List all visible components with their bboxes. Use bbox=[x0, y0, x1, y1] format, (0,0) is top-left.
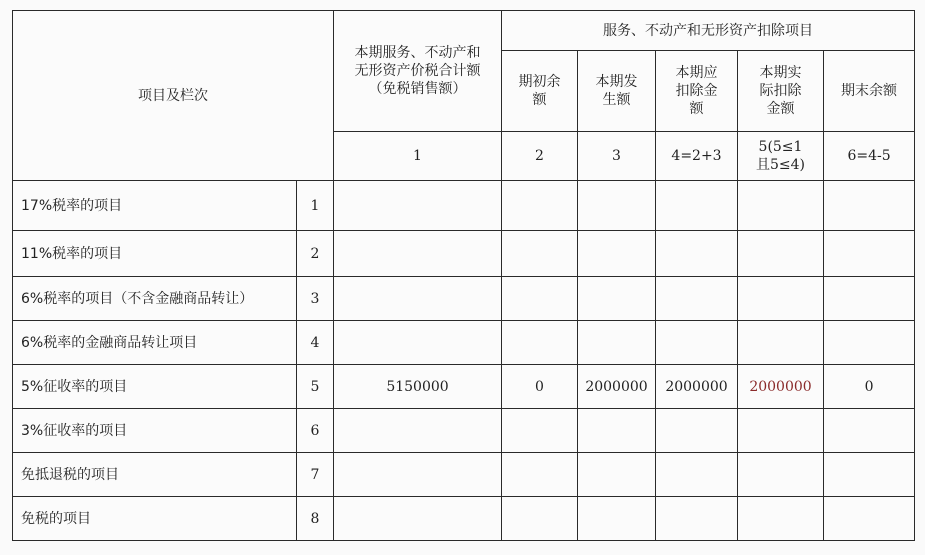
cell-closing-balance[interactable] bbox=[824, 453, 915, 497]
row-label: 免税的项目 bbox=[13, 497, 297, 541]
row-label: 6%税率的项目（不含金融商品转让） bbox=[13, 277, 297, 321]
cell-closing-balance[interactable] bbox=[824, 321, 915, 365]
deduction-table bbox=[12, 10, 915, 541]
row-line-number: 1 bbox=[297, 181, 334, 231]
row-line-number: 2 bbox=[297, 231, 334, 277]
cell-opening-balance[interactable] bbox=[502, 277, 578, 321]
cell-deductible[interactable] bbox=[656, 497, 738, 541]
cell-current-incurred[interactable] bbox=[578, 277, 656, 321]
cell-closing-balance[interactable] bbox=[824, 277, 915, 321]
cell-closing-balance[interactable] bbox=[824, 181, 915, 231]
cell-actual-deducted[interactable]: 2000000 bbox=[738, 365, 824, 409]
header-col5-label: 本期实 际扣除 金额 bbox=[738, 51, 824, 132]
cell-current-incurred[interactable] bbox=[578, 321, 656, 365]
row-label: 17%税率的项目 bbox=[13, 181, 297, 231]
row-line-number: 4 bbox=[297, 321, 334, 365]
cell-actual-deducted[interactable] bbox=[738, 277, 824, 321]
row-line-number: 8 bbox=[297, 497, 334, 541]
row-label: 3%征收率的项目 bbox=[13, 409, 297, 453]
cell-actual-deducted[interactable] bbox=[738, 497, 824, 541]
cell-total-amount[interactable] bbox=[334, 453, 502, 497]
table-row bbox=[13, 365, 915, 409]
cell-closing-balance[interactable] bbox=[824, 409, 915, 453]
cell-actual-deducted[interactable] bbox=[738, 231, 824, 277]
cell-actual-deducted[interactable] bbox=[738, 409, 824, 453]
header-item-label: 项目及栏次 bbox=[13, 11, 334, 181]
cell-opening-balance[interactable] bbox=[502, 181, 578, 231]
header-col1-label: 本期服务、不动产和 无形资产价税合计额 （免税销售额） bbox=[334, 11, 502, 132]
cell-deductible[interactable] bbox=[656, 453, 738, 497]
row-label: 6%税率的金融商品转让项目 bbox=[13, 321, 297, 365]
cell-total-amount[interactable] bbox=[334, 181, 502, 231]
row-label: 5%征收率的项目 bbox=[13, 365, 297, 409]
cell-deductible[interactable] bbox=[656, 181, 738, 231]
formula-col4: 4=2+3 bbox=[656, 132, 738, 181]
table-row bbox=[13, 453, 915, 497]
cell-total-amount[interactable] bbox=[334, 409, 502, 453]
cell-current-incurred[interactable] bbox=[578, 181, 656, 231]
cell-current-incurred[interactable]: 2000000 bbox=[578, 365, 656, 409]
table-row bbox=[13, 181, 915, 231]
formula-col6: 6=4-5 bbox=[824, 132, 915, 181]
cell-opening-balance[interactable] bbox=[502, 409, 578, 453]
formula-col2: 2 bbox=[502, 132, 578, 181]
row-line-number: 7 bbox=[297, 453, 334, 497]
header-col3-label: 本期发 生额 bbox=[578, 51, 656, 132]
cell-opening-balance[interactable] bbox=[502, 453, 578, 497]
row-label: 11%税率的项目 bbox=[13, 231, 297, 277]
cell-opening-balance[interactable] bbox=[502, 231, 578, 277]
formula-col1: 1 bbox=[334, 132, 502, 181]
cell-current-incurred[interactable] bbox=[578, 231, 656, 277]
table-row bbox=[13, 497, 915, 541]
cell-deductible[interactable] bbox=[656, 409, 738, 453]
table-row bbox=[13, 409, 915, 453]
cell-opening-balance[interactable] bbox=[502, 497, 578, 541]
table-row bbox=[13, 321, 915, 365]
cell-total-amount[interactable] bbox=[334, 497, 502, 541]
cell-closing-balance[interactable] bbox=[824, 231, 915, 277]
cell-deductible[interactable]: 2000000 bbox=[656, 365, 738, 409]
row-line-number: 3 bbox=[297, 277, 334, 321]
cell-opening-balance[interactable]: 0 bbox=[502, 365, 578, 409]
header-col6-label: 期末余额 bbox=[824, 51, 915, 132]
table-row bbox=[13, 277, 915, 321]
cell-total-amount[interactable] bbox=[334, 231, 502, 277]
cell-actual-deducted[interactable] bbox=[738, 181, 824, 231]
header-col4-label: 本期应 扣除金 额 bbox=[656, 51, 738, 132]
cell-current-incurred[interactable] bbox=[578, 497, 656, 541]
cell-total-amount[interactable] bbox=[334, 321, 502, 365]
formula-col5: 5(5≤1 且5≤4) bbox=[738, 132, 824, 181]
cell-current-incurred[interactable] bbox=[578, 409, 656, 453]
cell-total-amount[interactable] bbox=[334, 277, 502, 321]
formula-col3: 3 bbox=[578, 132, 656, 181]
cell-closing-balance[interactable]: 0 bbox=[824, 365, 915, 409]
row-line-number: 6 bbox=[297, 409, 334, 453]
cell-actual-deducted[interactable] bbox=[738, 321, 824, 365]
cell-current-incurred[interactable] bbox=[578, 453, 656, 497]
cell-actual-deducted[interactable] bbox=[738, 453, 824, 497]
cell-total-amount[interactable]: 5150000 bbox=[334, 365, 502, 409]
cell-deductible[interactable] bbox=[656, 321, 738, 365]
table-row bbox=[13, 231, 915, 277]
header-col2-label: 期初余 额 bbox=[502, 51, 578, 132]
cell-deductible[interactable] bbox=[656, 231, 738, 277]
row-line-number: 5 bbox=[297, 365, 334, 409]
cell-opening-balance[interactable] bbox=[502, 321, 578, 365]
cell-deductible[interactable] bbox=[656, 277, 738, 321]
row-label: 免抵退税的项目 bbox=[13, 453, 297, 497]
header-group-label: 服务、不动产和无形资产扣除项目 bbox=[502, 11, 915, 51]
cell-closing-balance[interactable] bbox=[824, 497, 915, 541]
